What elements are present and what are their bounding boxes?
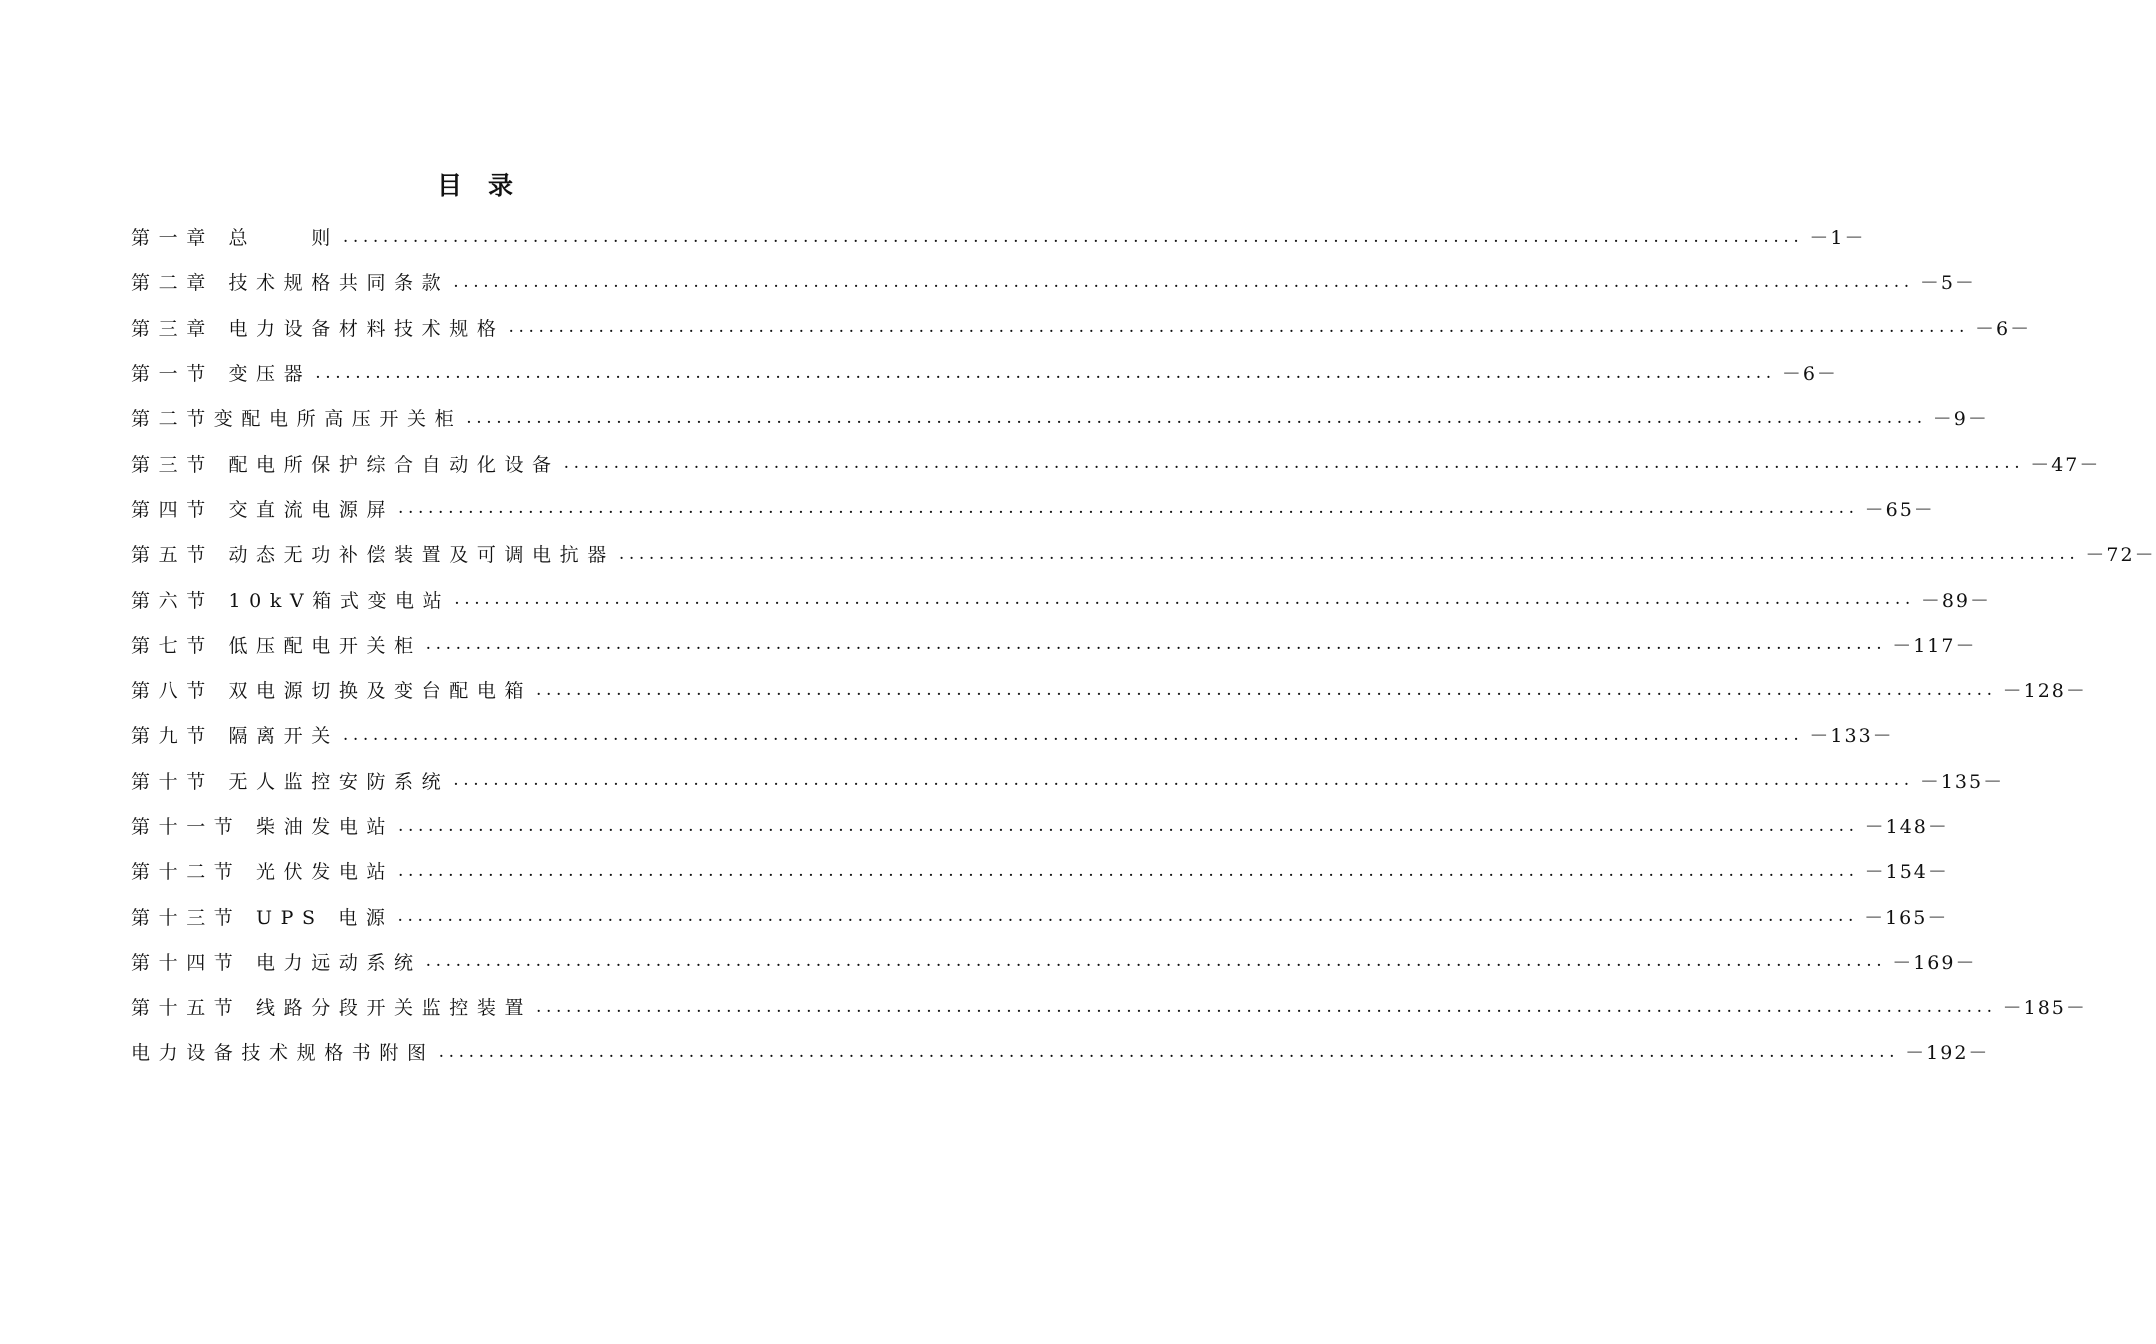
toc-entry-page: －169－ [1892, 951, 1977, 974]
toc-dot-leader: .................................................................................................................................................. [536, 996, 1997, 1017]
toc-entry-label: 第十二节 光伏发电站 [131, 861, 395, 884]
toc-entry-label: 第十三节 UPS 电源 [131, 906, 394, 929]
toc-entry-label: 电力设备技术规格书附图 [131, 1042, 435, 1065]
toc-entry[interactable] [131, 440, 2101, 485]
toc-dot-leader: .................................................................................................................................................. [536, 679, 1997, 700]
toc-entry-page: －65－ [1864, 498, 1935, 521]
toc-entry-label: 第一节 变压器 [131, 363, 312, 386]
toc-entry[interactable] [131, 576, 1992, 621]
toc-entry[interactable] [131, 350, 1838, 395]
toc-entry[interactable] [131, 712, 1894, 757]
toc-dot-leader: .................................................................................................................................................. [508, 317, 1970, 338]
toc-entry-page: －154－ [1864, 861, 1949, 884]
toc-entry-page: －1－ [1809, 227, 1866, 250]
toc-entry-label: 第十四节 电力远动系统 [131, 951, 422, 974]
toc-entry-label: 第三章 电力设备材料技术规格 [131, 317, 505, 340]
toc-entry[interactable] [131, 848, 1949, 893]
toc-entry-page: －9－ [1932, 408, 1989, 431]
toc-dot-leader: .................................................................................................................................................. [315, 362, 1776, 383]
toc-entry[interactable] [131, 758, 2005, 803]
toc-dot-leader: .................................................................................................................................................. [425, 634, 1887, 655]
toc-dot-leader: .................................................................................................................................................. [398, 498, 1859, 519]
toc-entry-label: 第七节 低压配电开关柜 [131, 634, 422, 657]
toc-dot-leader: .................................................................................................................................................. [563, 453, 2025, 474]
toc-dot-leader: .................................................................................................................................................. [618, 543, 2080, 564]
toc-entry-label: 第三节 配电所保护综合自动化设备 [131, 453, 560, 476]
toc-entry[interactable] [131, 214, 1866, 259]
toc-entry[interactable] [131, 395, 1989, 440]
toc-entry-label: 第十节 无人监控安防系统 [131, 770, 450, 793]
toc-entry-page: －89－ [1920, 589, 1992, 612]
toc-dot-leader: .................................................................................................................................................. [342, 226, 1804, 247]
toc-entry[interactable] [131, 305, 2032, 350]
toc-entry-label: 第六节 10kV箱式变电站 [131, 589, 451, 612]
toc-entry-label: 第一章 总 则 [131, 227, 339, 250]
toc-dot-leader: .................................................................................................................................................. [438, 1041, 1900, 1062]
toc-entry-label: 第九节 隔离开关 [131, 725, 339, 748]
toc-dot-leader: .................................................................................................................................................. [425, 951, 1887, 972]
toc-entry-label: 第十一节 柴油发电站 [131, 816, 395, 838]
toc-entry[interactable] [131, 893, 1949, 938]
toc-title: 目录 [436, 171, 539, 200]
toc-entry[interactable] [131, 531, 2156, 576]
toc-entry[interactable] [131, 803, 1949, 848]
toc-entry-page: －135－ [1919, 770, 2005, 793]
toc-entry-page: －192－ [1905, 1042, 1990, 1065]
toc-entry-page: －185－ [2002, 997, 2087, 1020]
toc-entry-page: －6－ [1975, 317, 2032, 340]
toc-entry-page: －165－ [1864, 906, 1949, 929]
toc-dot-leader: .................................................................................................................................................. [397, 906, 1859, 927]
toc-entry-page: －128－ [2002, 680, 2087, 703]
toc-entry[interactable] [131, 259, 1976, 304]
toc-entry-label: 第五节 动态无功补偿装置及可调电抗器 [131, 544, 615, 567]
toc-list [131, 214, 2156, 1075]
toc-entry-page: －47－ [2030, 453, 2101, 476]
toc-entry-page: －117－ [1892, 634, 1977, 657]
toc-dot-leader: .................................................................................................................................................. [453, 271, 1914, 292]
toc-dot-leader: .................................................................................................................................................. [453, 770, 1914, 791]
toc-entry[interactable] [131, 486, 1935, 531]
toc-entry[interactable] [131, 1029, 1990, 1074]
toc-dot-leader: .................................................................................................................................................. [342, 724, 1804, 745]
toc-entry[interactable] [131, 939, 1977, 984]
toc-entry[interactable] [131, 984, 2087, 1029]
toc-entry-label: 第十五节 线路分段开关监控装置 [131, 997, 533, 1020]
toc-entry-page: －5－ [1919, 272, 1976, 295]
toc-dot-leader: .................................................................................................................................................. [454, 589, 1915, 610]
toc-dot-leader: .................................................................................................................................................. [398, 815, 1859, 836]
toc-entry[interactable] [131, 667, 2087, 712]
toc-entry-page: －133－ [1809, 725, 1894, 748]
toc-entry-label: 第二节变配电所高压开关柜 [131, 408, 463, 431]
toc-entry[interactable] [131, 622, 1977, 667]
toc-entry-label: 第二章 技术规格共同条款 [131, 272, 450, 295]
toc-dot-leader: .................................................................................................................................................. [466, 407, 1927, 428]
toc-entry-label: 第四节 交直流电源屏 [131, 498, 395, 521]
toc-entry-page: －72－ [2085, 544, 2156, 567]
toc-entry-label: 第八节 双电源切换及变台配电箱 [131, 680, 533, 703]
toc-dot-leader: .................................................................................................................................................. [398, 860, 1859, 881]
toc-entry-page: －148－ [1864, 816, 1949, 838]
toc-entry-page: －6－ [1781, 363, 1838, 386]
